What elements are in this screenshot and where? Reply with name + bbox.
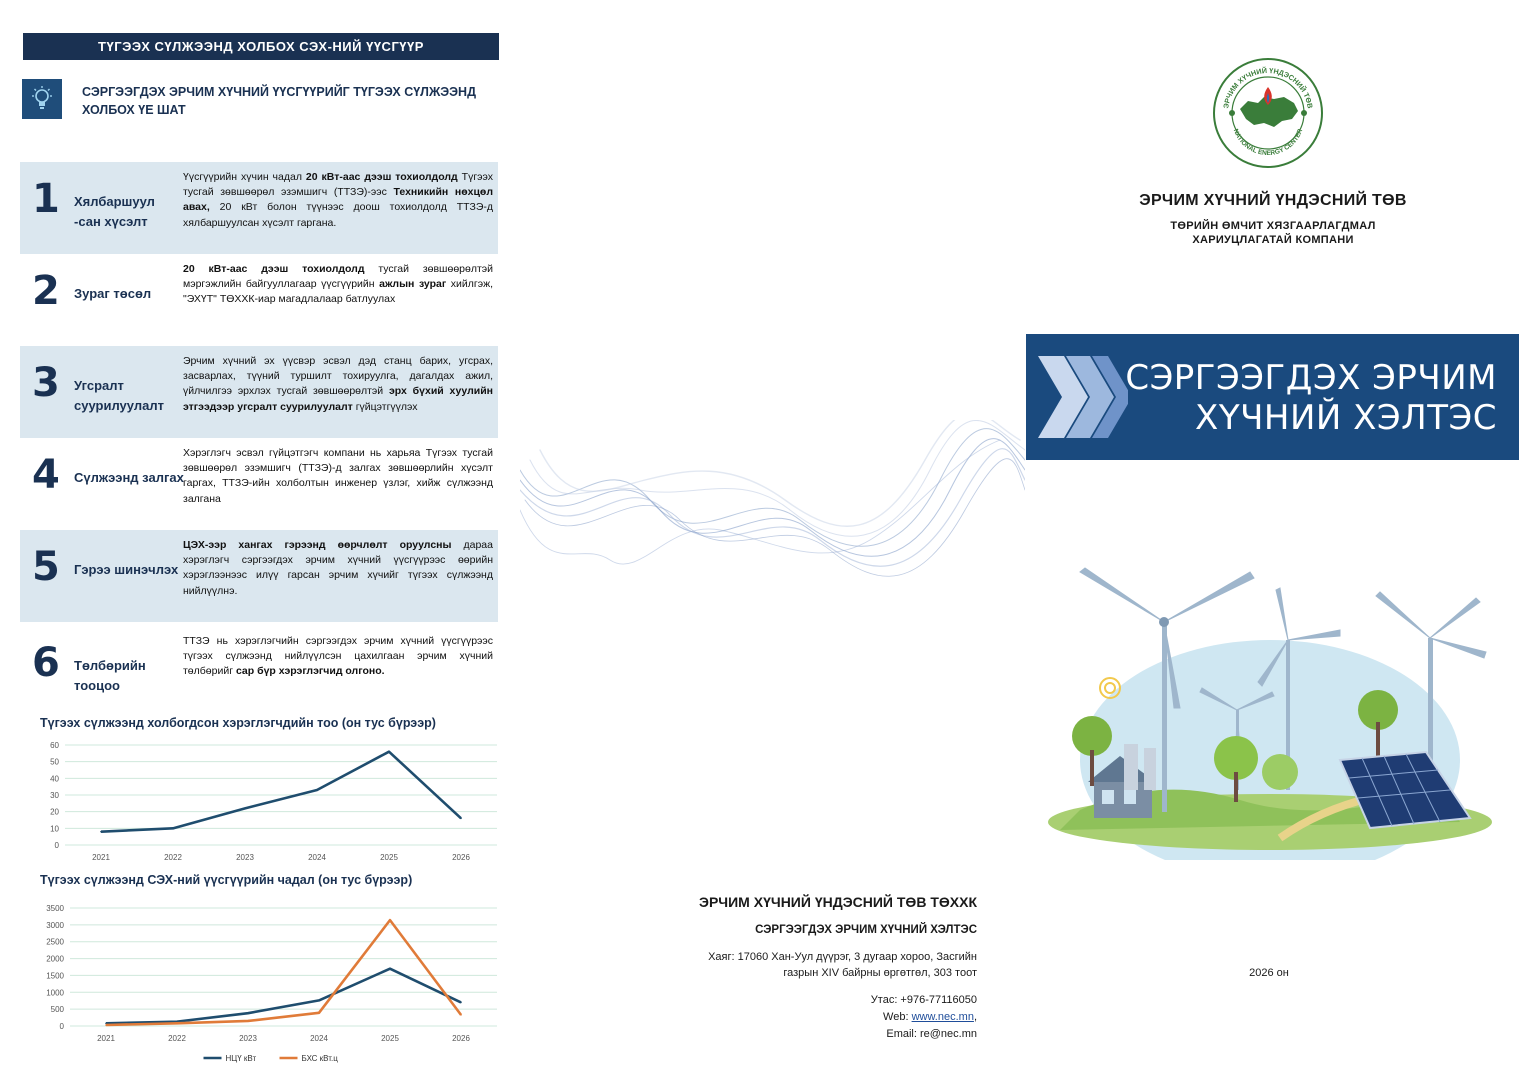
y-tick-label: 60 [50, 741, 59, 750]
org-name-footer: ЭРЧИМ ХҮЧНИЙ ҮНДЭСНИЙ ТӨВ ТӨХХК [698, 894, 977, 910]
x-tick-label: 2021 [92, 853, 110, 862]
data-point [460, 1002, 462, 1004]
y-tick-label: 0 [54, 841, 59, 850]
y-tick-label: 50 [50, 757, 59, 767]
step-label: Угсралт суурилуулалт [74, 378, 164, 413]
chart-2-title: Түгээх сүлжээнд СЭХ-ний үүсгүүрийн чадал (он тус бүрээр) [40, 873, 413, 887]
publication-year: 2026 он [1249, 967, 1289, 979]
data-point [389, 968, 391, 970]
data-point [176, 1023, 178, 1025]
series-line-1 [106, 969, 461, 1024]
step-number: 1 [32, 176, 60, 222]
data-point [105, 1024, 107, 1026]
y-tick-label: 1000 [46, 988, 64, 998]
step-label: Сүлжээнд залгах [74, 470, 184, 485]
step-label: Гэрээ шинэчлэх [74, 562, 179, 577]
y-tick-label: 2500 [46, 937, 64, 947]
step-6 [20, 626, 498, 718]
x-tick-label: 2023 [236, 853, 254, 862]
customers-line-chart [30, 735, 510, 865]
svg-text:ЭРЧИМ ХҮЧНИЙ ҮНДЭСНИЙ ТӨВ: ЭРЧИМ ХҮЧНИЙ ҮНДЭСНИЙ ТӨВ [1221, 65, 1315, 110]
step-2 [20, 254, 498, 346]
x-tick-label: 2024 [310, 1034, 328, 1043]
step-description: 20 кВт-аас дээш тохиолдолд тусгай зөвшөөрөлтэй мэргэжлийн байгууллагаар үүсгүүрийн ажлын зураг хийлгэж, "ЭХҮТ" ТӨХХК-иар магадлалаар батлуулах [183, 263, 494, 306]
website: Web: www.nec.mn, [883, 1011, 977, 1023]
capacity-line-chart [30, 898, 510, 1070]
step-description: ТТЗЭ нь хэрэглэгчийн сэргээгдэх эрчим хүчний үүсгүүрээс түгээх сүлжээнд нийлүүлсэн цахилгаан эрчим хүчний төлбөрийг сар бүр хэрэглэгчид олгоно. [183, 635, 493, 678]
step-3 [20, 346, 498, 438]
data-point [316, 789, 318, 791]
section-subtitle: СЭРГЭЭГДЭХ ЭРЧИМ ХҮЧНИЙ ҮҮСГҮҮРИЙГ ТҮГЭЭХ СҮЛЖЭЭНД ХОЛБОХ ҮЕ ШАТ [82, 85, 476, 117]
section-header: ТҮГЭЭХ СҮЛЖЭЭНД ХОЛБОХ СЭХ-НИЙ ҮҮСГҮҮР [23, 33, 499, 60]
svg-text:NATIONAL ENERGY CENTER: NATIONAL ENERGY CENTER [1231, 128, 1305, 158]
email: Email: re@nec.mn [886, 1028, 977, 1040]
data-point [389, 919, 391, 921]
step-description: Үүсгүүрийн хүчин чадал 20 кВт-аас дээш тохиолдолд Түгээх тусгай зөвшөөрөл эзэмшигч (ТТЗЭ)-ээс Техникийн нөхцөл авах, 20 кВт болон түүнээс доош тохиолдолд ТТЗЭ-д хялбаршуулсан хүсэлт гаргана. [183, 171, 494, 229]
y-tick-label: 40 [50, 774, 59, 784]
phone: Утас: +976-77116050 [870, 994, 977, 1006]
contacts [640, 992, 977, 1043]
step-1 [20, 162, 498, 254]
address-line-1: Хаяг: 17060 Хан-Уул дүүрэг, 3 дугаар хороо, Засгийн [708, 951, 977, 963]
y-tick-label: 500 [50, 1005, 64, 1015]
data-point [247, 1012, 249, 1014]
data-point [318, 1000, 320, 1002]
step-description: Эрчим хүчний эх үүсвэр эсвэл дэд станц барих, угсрах, засварлах, түүний туршилт тохируулга, дагалдах ажил, үйлчилгээ эрхлэх тусгай зөвшөөрөлтэй эрх бүхий хуулийн этгээдээр угсралт суурилуулалт гүйцэтгүүлэх [183, 355, 493, 413]
data-point [460, 1014, 462, 1016]
y-tick-label: 2000 [46, 954, 64, 964]
chevron-arrows-icon [1038, 354, 1128, 440]
address-line-2: газрын XIV байрны өргөтгөл, 303 тоот [783, 966, 977, 979]
y-tick-label: 1500 [46, 971, 64, 981]
data-point [318, 1012, 320, 1014]
national-energy-center-logo [1212, 57, 1324, 169]
step-number: 6 [32, 640, 60, 686]
legend-label: НЦҮ кВт [225, 1054, 257, 1063]
step-label: Хялбаршуул -сан хүсэлт [74, 194, 155, 229]
x-tick-label: 2025 [381, 1034, 399, 1043]
department-banner [1026, 334, 1519, 460]
step-number: 5 [32, 544, 60, 590]
y-tick-label: 30 [50, 791, 59, 800]
x-tick-label: 2022 [164, 853, 182, 862]
data-point [460, 818, 462, 820]
data-point [172, 828, 174, 830]
y-tick-label: 3000 [46, 920, 64, 930]
y-tick-label: 20 [50, 807, 59, 817]
x-tick-label: 2023 [239, 1034, 257, 1043]
data-point [100, 831, 102, 833]
address [640, 950, 977, 981]
department-name: СЭРГЭЭГДЭХ ЭРЧИМ ХҮЧНИЙ ХЭЛТЭС [755, 924, 977, 936]
x-tick-label: 2022 [168, 1034, 186, 1043]
data-point [388, 751, 390, 753]
x-tick-label: 2025 [380, 853, 398, 862]
data-point [244, 808, 246, 810]
smoke-wave-graphic [520, 420, 1025, 620]
data-point [247, 1020, 249, 1022]
y-tick-label: 10 [50, 824, 59, 834]
chart-1-title: Түгээх сүлжээнд холбогдсон хэрэглэгчдийн тоо (он тус бүрээр) [40, 716, 436, 730]
step-number: 2 [32, 268, 60, 314]
step-5 [20, 530, 498, 622]
step-description: ЦЭХ-ээр хангах гэрээнд өөрчлөлт оруулсны дараа хэрэглэгч сэргээгдэх эрчим хүчний үүсгүүрээс өөрийн хэрэглээнээс илүү гарсан эрчим хүчийг түгээх сүлжээнд нийлүүлнэ. [183, 539, 493, 597]
x-tick-label: 2026 [452, 853, 470, 862]
legend-label: БХС кВт.ц [301, 1054, 338, 1063]
banner-title: СЭРГЭЭГДЭХ ЭРЧИМ ХҮЧНИЙ ХЭЛТЭС [1125, 358, 1497, 438]
step-label: Зураг төсөл [74, 286, 152, 301]
org-title: ЭРЧИМ ХҮЧНИЙ ҮНДЭСНИЙ ТӨВ [1139, 192, 1407, 209]
step-number: 4 [32, 452, 60, 498]
step-number: 3 [32, 360, 60, 406]
org-type: ТӨРИЙН ӨМЧИТ ХЯЗГААРЛАГДМАЛ ХАРИУЦЛАГАТАЙ КОМПАНИ [1170, 220, 1376, 246]
x-tick-label: 2024 [308, 853, 326, 862]
step-4 [20, 438, 498, 530]
lightbulb-icon [22, 79, 62, 119]
renewable-energy-illustration [1040, 560, 1500, 860]
y-tick-label: 0 [59, 1022, 64, 1031]
step-description: Хэрэглэгч эсвэл гүйцэтгэгч компани нь харьяа Түгээх тусгай зөвшөөрөл эзэмшигч (ТТЗЭ)-д залгах зөвшөөрлийн хүсэлт гаргах, ТТЗЭ-ийн холболтын инженер үзлэг, хийж сүлжээнд залгана [183, 447, 493, 505]
x-tick-label: 2021 [97, 1034, 115, 1043]
x-tick-label: 2026 [452, 1034, 470, 1043]
y-tick-label: 3500 [46, 904, 64, 913]
step-label: Төлбөрийн тооцоо [74, 658, 146, 693]
series-line-1 [101, 752, 461, 832]
website-link[interactable]: www.nec.mn [911, 1011, 974, 1023]
